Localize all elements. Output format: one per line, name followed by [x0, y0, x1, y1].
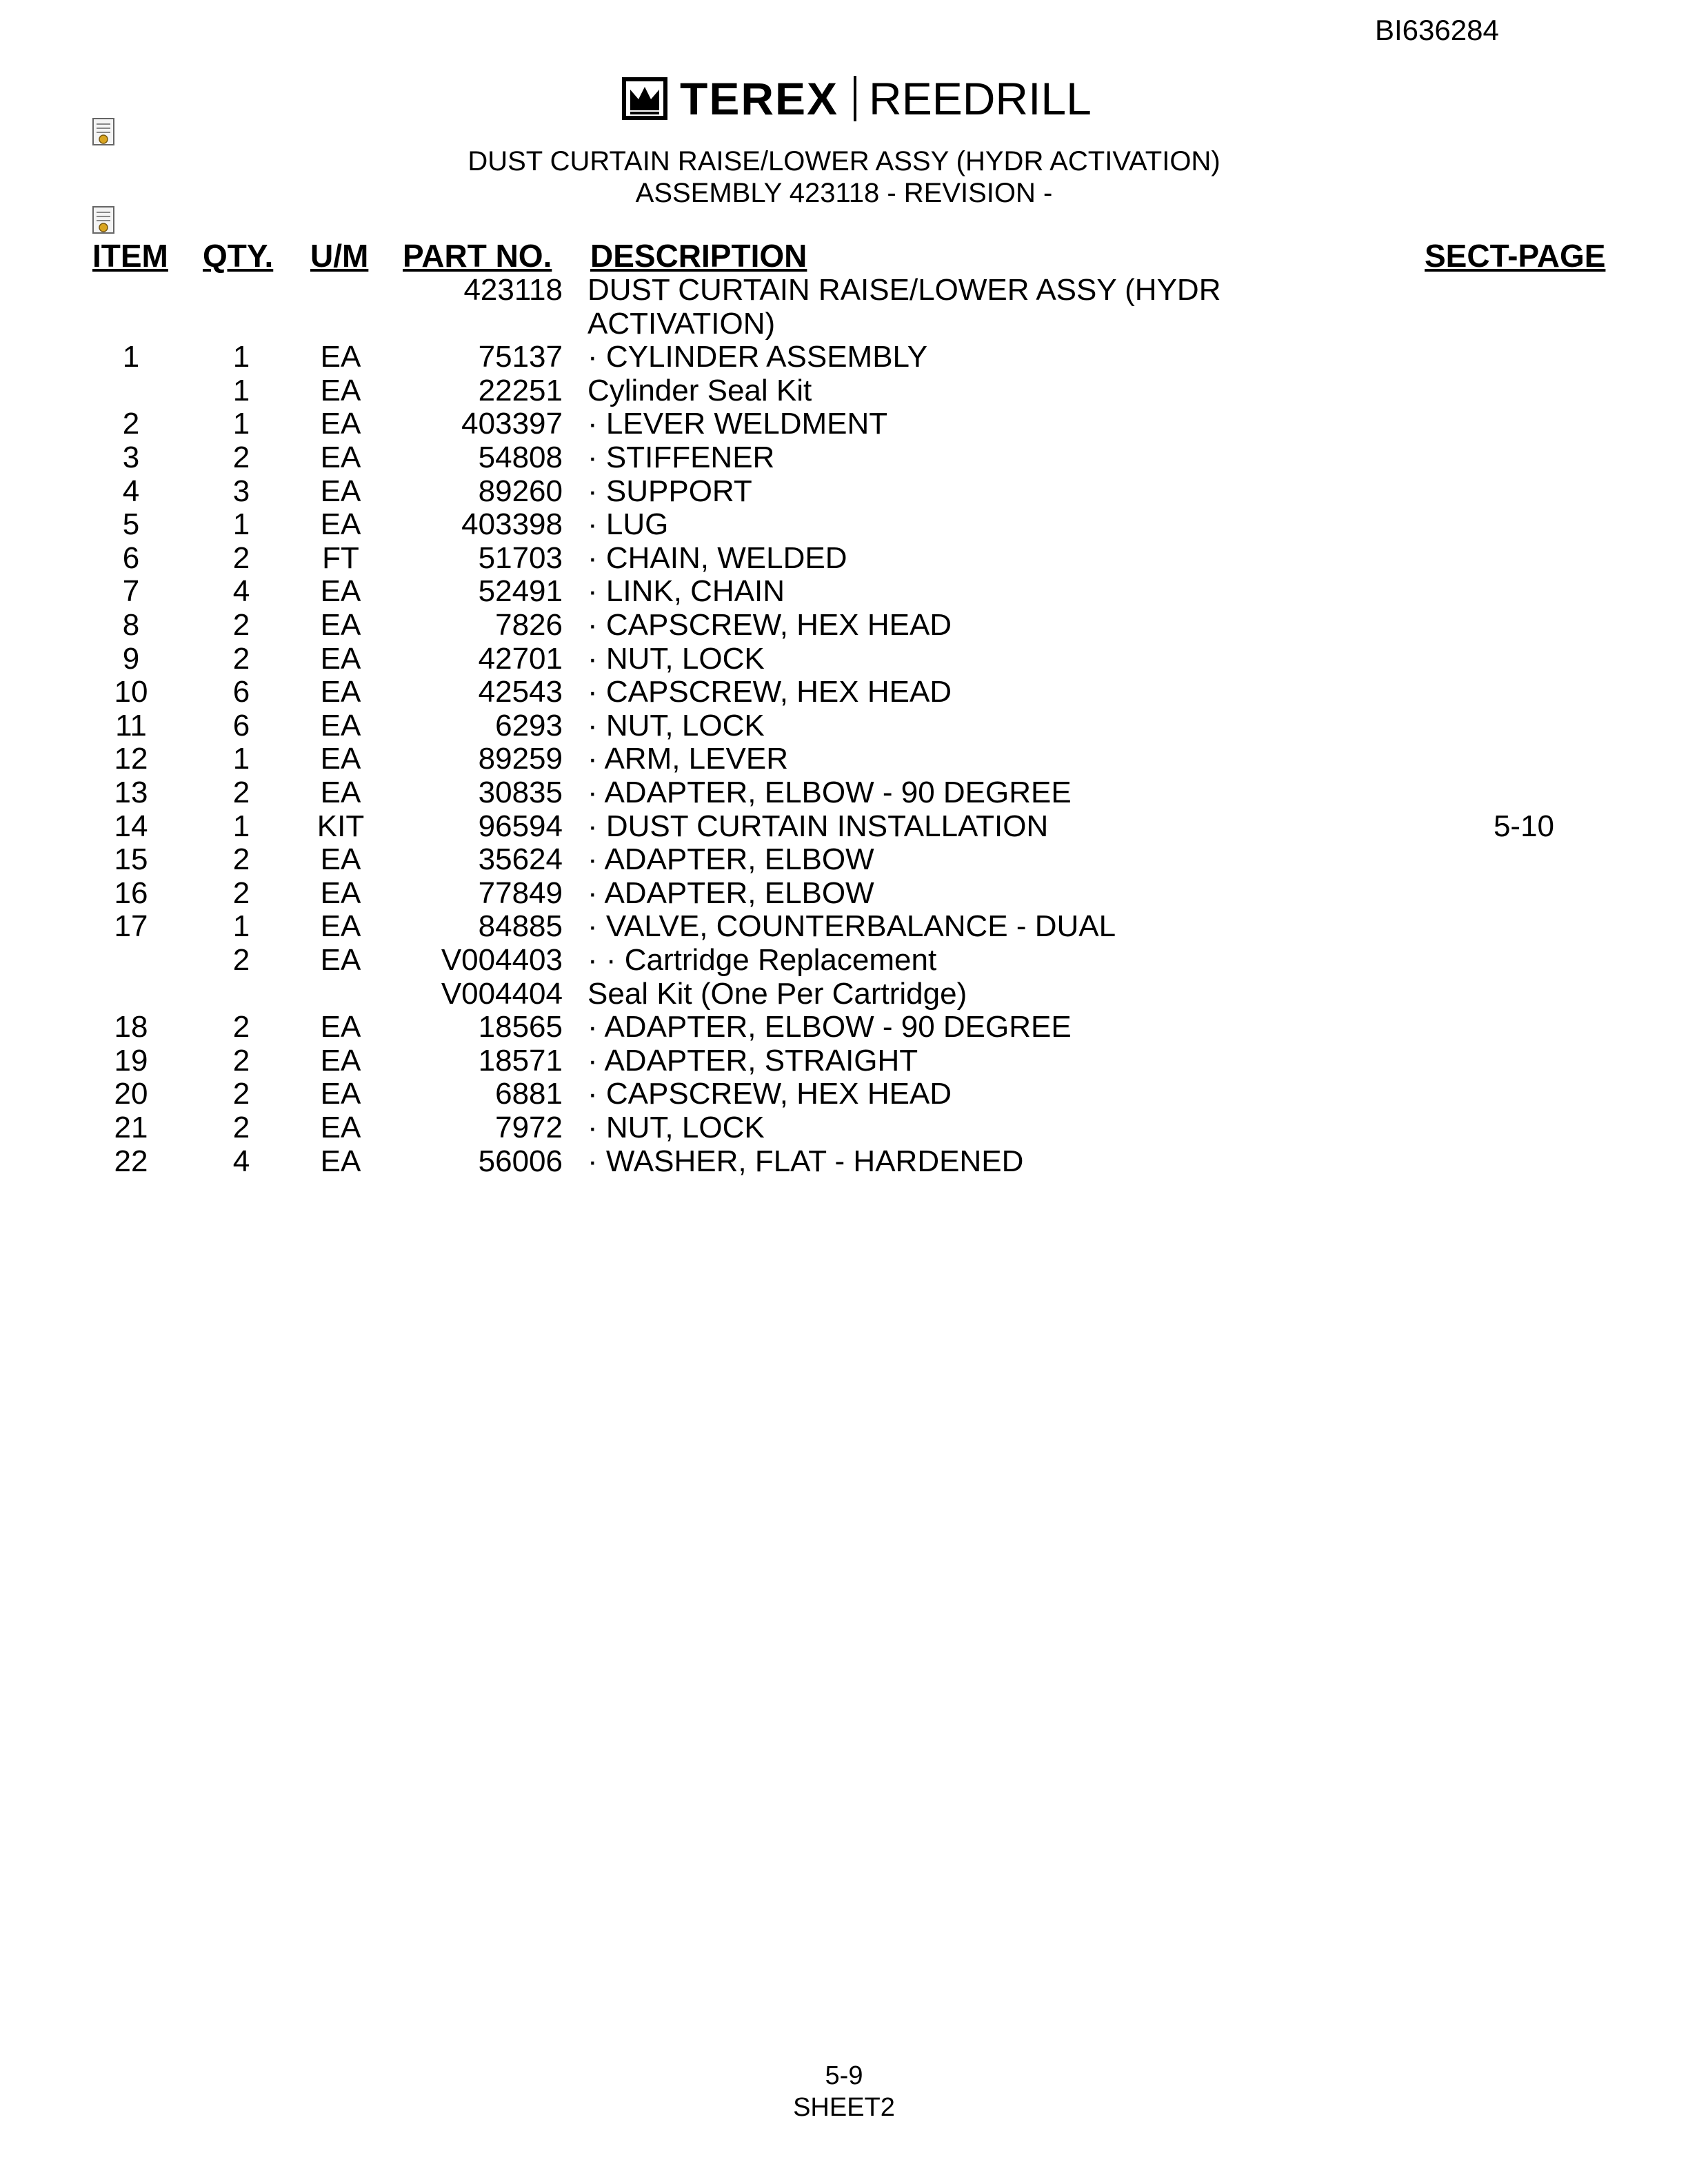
unit-of-measure: EA: [320, 474, 361, 508]
part-number: 22251: [478, 373, 563, 407]
part-number: 54808: [478, 441, 563, 474]
part-number: 18571: [478, 1043, 563, 1078]
item-number: 2: [122, 407, 140, 441]
description: · LUG: [587, 507, 669, 542]
table-row: [0, 977, 1688, 1010]
quantity: 2: [232, 943, 250, 977]
description: Seal Kit (One Per Cartridge): [587, 976, 967, 1011]
table-row: [0, 909, 1688, 942]
logo-subbrand: REEDRILL: [869, 73, 1092, 124]
description: · NUT, LOCK: [587, 708, 765, 742]
quantity: 2: [232, 641, 250, 676]
description: · NUT, LOCK: [587, 641, 765, 676]
item-number: 11: [115, 708, 147, 742]
logo-separator: [854, 76, 856, 121]
item-number: 4: [122, 474, 140, 508]
quantity: 2: [232, 441, 250, 474]
unit-of-measure: EA: [320, 1043, 361, 1078]
quantity: 2: [232, 1010, 250, 1044]
item-number: 19: [114, 1043, 148, 1078]
part-number: 52491: [478, 574, 563, 609]
description: · DUST CURTAIN INSTALLATION: [587, 809, 1049, 843]
part-number: 7826: [495, 608, 563, 642]
item-number: 17: [114, 909, 148, 944]
description: · ADAPTER, ELBOW: [587, 876, 874, 910]
quantity: 1: [232, 809, 250, 843]
part-number: 56006: [478, 1144, 563, 1178]
terex-crown-icon: [621, 76, 669, 121]
item-number: 14: [114, 809, 148, 843]
sheet-label: SHEET2: [793, 2093, 895, 2122]
unit-of-measure: EA: [320, 441, 361, 474]
part-number: 7972: [495, 1111, 563, 1144]
unit-of-measure: EA: [320, 1144, 361, 1178]
description: · NUT, LOCK: [587, 1111, 765, 1144]
description: · STIFFENER: [587, 441, 775, 474]
quantity: 1: [232, 407, 250, 441]
description: · VALVE, COUNTERBALANCE - DUAL: [587, 909, 1116, 944]
table-row: [0, 608, 1688, 641]
description: DUST CURTAIN RAISE/LOWER ASSY (HYDR: [587, 273, 1221, 307]
unit-of-measure: EA: [320, 708, 361, 742]
description: · WASHER, FLAT - HARDENED: [587, 1144, 1024, 1178]
unit-of-measure: FT: [322, 540, 359, 575]
sect-page[interactable]: 5-10: [1493, 809, 1555, 843]
description: · CHAIN, WELDED: [587, 540, 847, 575]
quantity: 2: [232, 608, 250, 642]
unit-of-measure: EA: [320, 776, 361, 809]
part-number: V004404: [441, 976, 563, 1011]
part-number: 84885: [478, 909, 563, 944]
part-number: 423118: [463, 273, 563, 307]
quantity: 4: [232, 1144, 250, 1178]
unit-of-measure: KIT: [316, 809, 365, 843]
col-header-qty: QTY.: [203, 238, 274, 274]
document-id: BI636284: [1375, 14, 1499, 46]
col-header-item: ITEM: [92, 238, 168, 274]
item-number: 5: [122, 507, 140, 542]
item-number: 9: [122, 641, 140, 676]
unit-of-measure: EA: [320, 1077, 361, 1111]
quantity: 3: [232, 474, 250, 508]
table-row: [0, 642, 1688, 675]
table-row: [0, 809, 1688, 842]
assembly-revision: ASSEMBLY 423118 - REVISION -: [635, 178, 1053, 208]
quantity: 2: [232, 1043, 250, 1078]
table-row: [0, 1077, 1688, 1110]
table-row: [0, 441, 1688, 474]
unit-of-measure: EA: [320, 373, 361, 407]
table-row: [0, 1010, 1688, 1043]
quantity: 1: [232, 909, 250, 944]
col-header-sect-page: SECT-PAGE: [1425, 238, 1606, 274]
description: Cylinder Seal Kit: [587, 373, 812, 407]
col-header-part-no: PART NO.: [403, 238, 552, 274]
col-header-um: U/M: [310, 238, 369, 274]
quantity: 4: [232, 574, 250, 609]
unit-of-measure: EA: [320, 1010, 361, 1044]
item-number: 20: [114, 1077, 148, 1111]
unit-of-measure: EA: [320, 641, 361, 676]
quantity: 2: [232, 876, 250, 910]
description: · ARM, LEVER: [587, 742, 788, 776]
quantity: 6: [232, 708, 250, 742]
table-row: [0, 307, 1688, 340]
description: · CYLINDER ASSEMBLY: [587, 340, 928, 374]
table-row: [0, 1144, 1688, 1177]
description: · ADAPTER, STRAIGHT: [587, 1043, 918, 1078]
part-number: 403397: [461, 407, 563, 441]
unit-of-measure: EA: [320, 507, 361, 542]
table-row: [0, 675, 1688, 708]
table-row: [0, 776, 1688, 809]
table-row: [0, 374, 1688, 407]
item-number: 16: [114, 876, 148, 910]
quantity: 1: [232, 507, 250, 542]
description: · ADAPTER, ELBOW - 90 DEGREE: [587, 1010, 1072, 1044]
quantity: 2: [232, 1077, 250, 1111]
part-number: 30835: [478, 776, 563, 809]
unit-of-measure: EA: [320, 574, 361, 609]
part-number: 403398: [461, 507, 563, 542]
description: · LINK, CHAIN: [587, 574, 785, 609]
item-number: 8: [122, 608, 140, 642]
unit-of-measure: EA: [320, 943, 361, 977]
col-header-description: DESCRIPTION: [590, 238, 807, 274]
table-row: [0, 742, 1688, 775]
description: · · Cartridge Replacement: [587, 943, 937, 977]
table-row: [0, 574, 1688, 607]
unit-of-measure: EA: [320, 842, 361, 877]
unit-of-measure: EA: [320, 742, 361, 776]
item-number: 21: [114, 1111, 148, 1144]
page-number: 5-9: [825, 2061, 863, 2090]
item-number: 12: [114, 742, 148, 776]
part-number: 96594: [478, 809, 563, 843]
part-number: 18565: [478, 1010, 563, 1044]
item-number: 13: [114, 776, 148, 809]
item-number: 3: [122, 441, 140, 474]
document-link-icon[interactable]: [91, 117, 119, 148]
table-row: [0, 273, 1688, 306]
unit-of-measure: EA: [320, 675, 361, 709]
unit-of-measure: EA: [320, 608, 361, 642]
item-number: 6: [122, 540, 140, 575]
unit-of-measure: EA: [320, 407, 361, 441]
document-link-icon[interactable]: [91, 205, 119, 236]
assembly-title: DUST CURTAIN RAISE/LOWER ASSY (HYDR ACTIVATION): [468, 146, 1220, 176]
part-number: 51703: [478, 540, 563, 575]
quantity: 1: [232, 373, 250, 407]
part-number: 77849: [478, 876, 563, 910]
quantity: 2: [232, 776, 250, 809]
item-number: 18: [114, 1010, 148, 1044]
unit-of-measure: EA: [320, 876, 361, 910]
description: · CAPSCREW, HEX HEAD: [587, 608, 952, 642]
terex-reedrill-logo: [621, 74, 1092, 123]
table-row: [0, 541, 1688, 574]
table-row: [0, 943, 1688, 976]
part-number: 42543: [478, 675, 563, 709]
unit-of-measure: EA: [320, 340, 361, 374]
part-number: 6293: [495, 708, 563, 742]
quantity: 2: [232, 540, 250, 575]
description: ACTIVATION): [587, 306, 776, 341]
part-number: 42701: [478, 641, 563, 676]
quantity: 1: [232, 742, 250, 776]
part-number: 35624: [478, 842, 563, 877]
description: · ADAPTER, ELBOW - 90 DEGREE: [587, 776, 1072, 809]
logo-brand: TEREX: [680, 73, 839, 124]
table-row: [0, 474, 1688, 507]
quantity: 6: [232, 675, 250, 709]
part-number: 75137: [478, 340, 563, 374]
description: · SUPPORT: [587, 474, 752, 508]
unit-of-measure: EA: [320, 909, 361, 944]
table-row: [0, 842, 1688, 876]
quantity: 1: [232, 340, 250, 374]
table-row: [0, 340, 1688, 373]
table-row: [0, 1111, 1688, 1144]
item-number: 22: [114, 1144, 148, 1178]
part-number: V004403: [441, 943, 563, 977]
table-row: [0, 709, 1688, 742]
table-row: [0, 507, 1688, 540]
quantity: 2: [232, 842, 250, 877]
description: · CAPSCREW, HEX HEAD: [587, 675, 952, 709]
quantity: 2: [232, 1111, 250, 1144]
part-number: 6881: [495, 1077, 563, 1111]
description: · LEVER WELDMENT: [587, 407, 888, 441]
table-row: [0, 876, 1688, 909]
part-number: 89260: [478, 474, 563, 508]
item-number: 7: [122, 574, 140, 609]
item-number: 1: [122, 340, 140, 374]
item-number: 10: [114, 675, 148, 709]
unit-of-measure: EA: [320, 1111, 361, 1144]
table-row: [0, 407, 1688, 440]
table-row: [0, 1044, 1688, 1077]
description: · CAPSCREW, HEX HEAD: [587, 1077, 952, 1111]
item-number: 15: [114, 842, 148, 877]
description: · ADAPTER, ELBOW: [587, 842, 874, 877]
part-number: 89259: [478, 742, 563, 776]
